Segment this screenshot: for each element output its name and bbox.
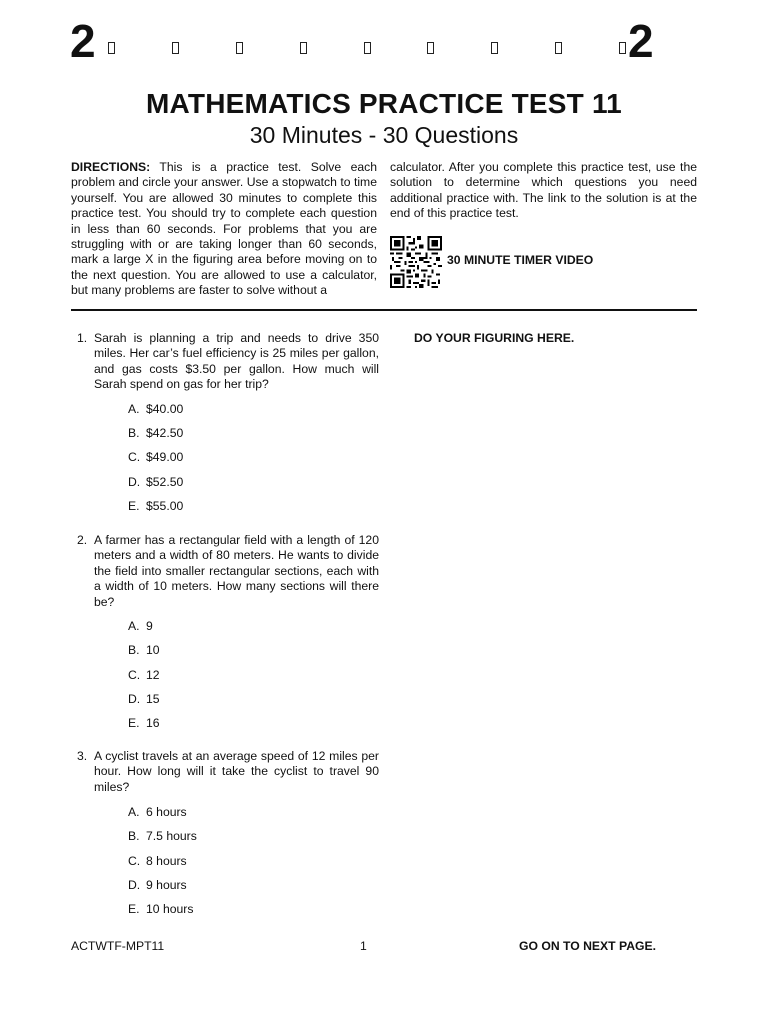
answer-choice[interactable] xyxy=(128,475,183,489)
section-number-left: 2 xyxy=(70,15,96,67)
choice-text: $42.50 xyxy=(146,426,184,440)
header-box xyxy=(236,42,243,54)
choice-text: $52.50 xyxy=(146,475,184,489)
page-number: 1 xyxy=(360,939,367,953)
choice-text: 12 xyxy=(146,668,160,682)
choice-text: $49.00 xyxy=(146,450,184,464)
header-box xyxy=(300,42,307,54)
question-text: Sarah is planning a trip and needs to drive 350 miles. Her car’s fuel efficiency is 25 miles per gallon, and gas costs $3.50 per gallon. How much will Sarah spend on gas for her trip? xyxy=(94,331,379,392)
choice-letter: C. xyxy=(128,854,141,868)
choice-letter: D. xyxy=(128,475,141,489)
header-box xyxy=(427,42,434,54)
question-text: A farmer has a rectangular field with a length of 120 meters and a width of 80 meters. He wants to divide the field into smaller rectangular sections, each with a width of 10 meters. How many sections will there be? xyxy=(94,533,379,609)
choice-text: 16 xyxy=(146,716,160,730)
choice-letter: E. xyxy=(128,902,140,916)
choice-text: $40.00 xyxy=(146,402,184,416)
header-box xyxy=(491,42,498,54)
directions-text-left: This is a practice test. Solve each problem and circle your answer. Use a stopwatch to time yourself. You are allowed 30 minutes to complete this practice test. You should try to complete each question in less than 60 seconds. For problems that you are struggling with or are taking longer than 60 seconds, mark a large X in the figuring area before moving on to the next question. You are allowed to use a calculator, but many problems are faster to solve without a xyxy=(71,160,377,298)
choice-letter: B. xyxy=(128,426,140,440)
section-number-right: 2 xyxy=(628,15,654,67)
choice-text: $55.00 xyxy=(146,499,184,513)
answer-choice[interactable] xyxy=(128,426,183,440)
answer-choice[interactable] xyxy=(128,854,187,868)
question-2 xyxy=(77,533,379,610)
choice-text: 9 hours xyxy=(146,878,187,892)
answer-choice[interactable] xyxy=(128,878,187,892)
timer-video-link[interactable]: 30 MINUTE TIMER VIDEO xyxy=(447,253,594,267)
choice-letter: D. xyxy=(128,878,141,892)
answer-choice[interactable] xyxy=(128,716,160,730)
question-3 xyxy=(77,749,379,795)
answer-choice[interactable] xyxy=(128,805,187,819)
header-box xyxy=(108,42,115,54)
header-box xyxy=(364,42,371,54)
qr-code-icon[interactable] xyxy=(390,235,442,289)
choice-text: 7.5 hours xyxy=(146,829,197,843)
question-text: A cyclist travels at an average speed of 12 miles per hour. How long will it take the cyclist to travel 90 miles? xyxy=(94,749,379,794)
question-number: 2. xyxy=(77,533,88,547)
choice-letter: D. xyxy=(128,692,141,706)
answer-choice[interactable] xyxy=(128,643,160,657)
choice-text: 9 xyxy=(146,619,153,633)
choice-text: 6 hours xyxy=(146,805,187,819)
choice-letter: C. xyxy=(128,668,141,682)
page-subtitle: 30 Minutes - 30 Questions xyxy=(249,122,519,148)
figuring-area-label: DO YOUR FIGURING HERE. xyxy=(414,331,575,345)
header-box xyxy=(172,42,179,54)
choice-letter: B. xyxy=(128,643,140,657)
directions-right: calculator. After you complete this practice test, use the solution to determine which questions you need additional practice with. The link to the solution is at the end of this practice test. xyxy=(390,160,697,221)
choice-letter: E. xyxy=(128,499,140,513)
question-1 xyxy=(77,331,379,393)
answer-choice[interactable] xyxy=(128,499,183,513)
directions-label: DIRECTIONS: xyxy=(71,160,151,174)
answer-choice[interactable] xyxy=(128,692,160,706)
choice-letter: A. xyxy=(128,805,140,819)
section-divider xyxy=(71,309,697,311)
choice-text: 15 xyxy=(146,692,160,706)
answer-choice[interactable] xyxy=(128,619,153,633)
header-box-row xyxy=(108,42,626,54)
answer-choice[interactable] xyxy=(128,829,197,843)
page-title: MATHEMATICS PRACTICE TEST 11 xyxy=(146,88,622,119)
choice-letter: E. xyxy=(128,716,140,730)
header-box xyxy=(555,42,562,54)
answer-choice[interactable] xyxy=(128,668,160,682)
question-number: 3. xyxy=(77,749,88,763)
header-box xyxy=(619,42,626,54)
answer-choice[interactable] xyxy=(128,402,183,416)
choice-text: 10 hours xyxy=(146,902,194,916)
choice-letter: C. xyxy=(128,450,141,464)
choice-text: 8 hours xyxy=(146,854,187,868)
answer-choice[interactable] xyxy=(128,450,183,464)
choice-letter: A. xyxy=(128,619,140,633)
answer-choice[interactable] xyxy=(128,902,193,916)
next-page-label: GO ON TO NEXT PAGE. xyxy=(519,939,657,953)
document-code: ACTWTF-MPT11 xyxy=(71,939,165,953)
directions-left xyxy=(71,160,377,299)
question-number: 1. xyxy=(77,331,88,345)
choice-letter: B. xyxy=(128,829,140,843)
choice-letter: A. xyxy=(128,402,140,416)
choice-text: 10 xyxy=(146,643,160,657)
